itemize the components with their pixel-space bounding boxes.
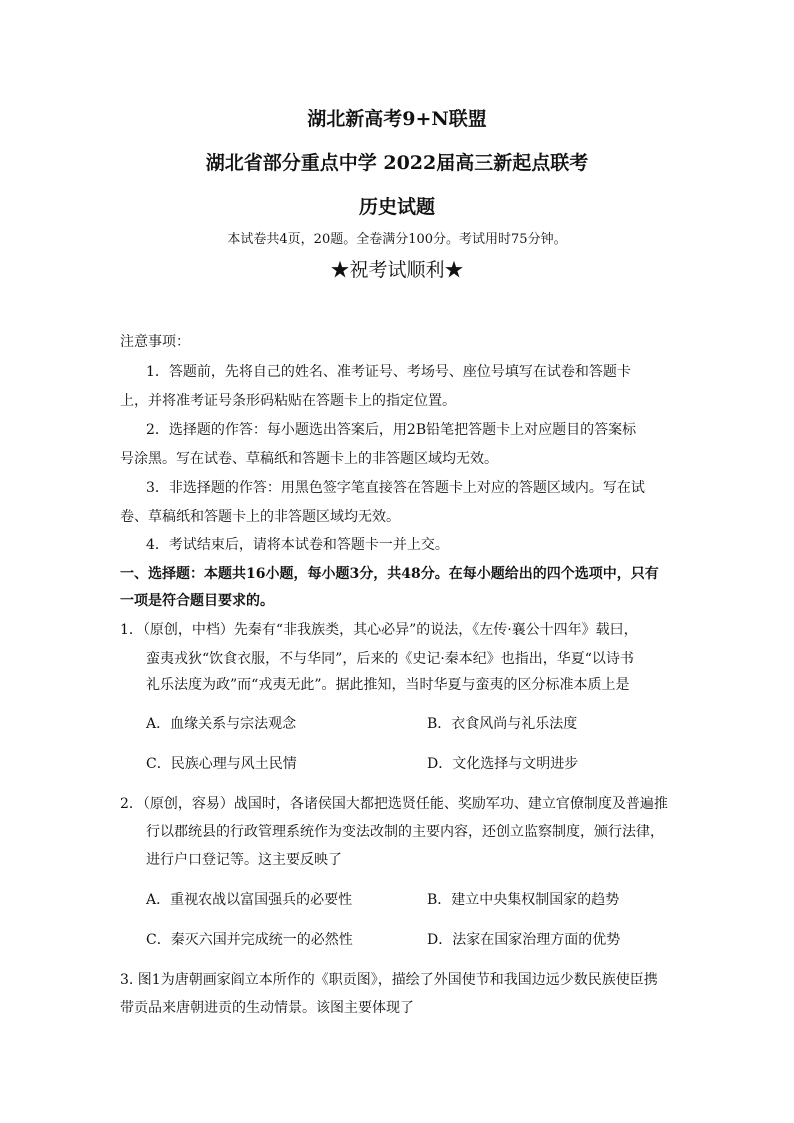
q3-line-1: 3. 图1为唐朝画家阎立本所作的《职贡图》，描绘了外国使节和我国边远少数民族使臣携 xyxy=(120,972,658,988)
q2-option-b: B．建立中央集权制国家的趋势 xyxy=(427,892,620,908)
note-4: 4．考试结束后，请将本试卷和答题卡一并上交。 xyxy=(146,537,449,553)
note-1-line-2: 上，并将准考证号条形码粘贴在答题卡上的指定位置。 xyxy=(120,393,456,409)
note-3-line-2: 卷、草稿纸和答题卡上的非答题区域均无效。 xyxy=(120,509,400,525)
note-2-line-1: 2．选择题的作答：每小题选出答案后，用2B铅笔把答题卡上对应题目的答案标 xyxy=(146,422,637,438)
q2-option-a: A．重视农战以富国强兵的必要性 xyxy=(146,892,353,908)
exam-title: 湖北省部分重点中学 2022届高三新起点联考 xyxy=(205,152,589,174)
note-2-line-2: 号涂黑。写在试卷、草稿纸和答题卡上的非答题区域均无效。 xyxy=(120,451,498,467)
section-heading-line-2: 一项是符合题目要求的。 xyxy=(120,593,274,609)
q1-line-2: 蛮夷戎狄“饮食衣服，不与华同”，后来的《史记·秦本纪》也指出，华夏“以诗书 xyxy=(146,651,634,667)
q1-line-3: 礼乐法度为政”而“戎夷无此”。据此推知，当时华夏与蛮夷的区分标准本质上是 xyxy=(146,677,630,693)
q1-option-c: C．民族心理与风土民情 xyxy=(146,756,297,772)
q1-line-1: 1．（原创，中档）先秦有“非我族类，其心必异”的说法，《左传·襄公十四年》载曰， xyxy=(120,622,638,638)
notes-heading: 注意事项： xyxy=(120,334,190,350)
q1-option-a: A．血缘关系与宗法观念 xyxy=(146,716,297,732)
exam-info: 本试卷共4页，20题。全卷满分100分。考试用时75分钟。 xyxy=(227,232,567,247)
alliance-title: 湖北新高考9+N联盟 xyxy=(307,108,487,130)
q2-line-1: 2．（原创，容易）战国时，各诸侯国大都把选贤任能、奖励军功、建立官僚制度及普遍推 xyxy=(120,796,668,812)
note-3-line-1: 3．非选择题的作答：用黑色签字笔直接答在答题卡上对应的答题区域内。写在试 xyxy=(146,480,645,496)
subject-title: 历史试题 xyxy=(358,196,435,218)
q2-line-3: 进行户口登记等。这主要反映了 xyxy=(146,852,342,868)
q2-option-c: C．秦灭六国并完成统一的必然性 xyxy=(146,932,353,948)
q2-line-2: 行以郡统县的行政管理系统作为变法改制的主要内容，还创立监察制度，颁行法律， xyxy=(146,824,664,840)
section-heading-line-1: 一、选择题：本题共16小题，每小题3分，共48分。在每小题给出的四个选项中，只有 xyxy=(120,566,659,582)
q3-line-2: 带贡品来唐朝进贡的生动情景。该图主要体现了 xyxy=(120,1000,414,1016)
note-1-line-1: 1．答题前，先将自己的姓名、准考证号、考场号、座位号填写在试卷和答题卡 xyxy=(146,364,631,380)
blessing-line: ★祝考试顺利★ xyxy=(330,259,464,281)
q2-option-d: D．法家在国家治理方面的优势 xyxy=(427,932,621,948)
q1-option-d: D．文化选择与文明进步 xyxy=(427,756,579,772)
q1-option-b: B．衣食风尚与礼乐法度 xyxy=(427,716,578,732)
